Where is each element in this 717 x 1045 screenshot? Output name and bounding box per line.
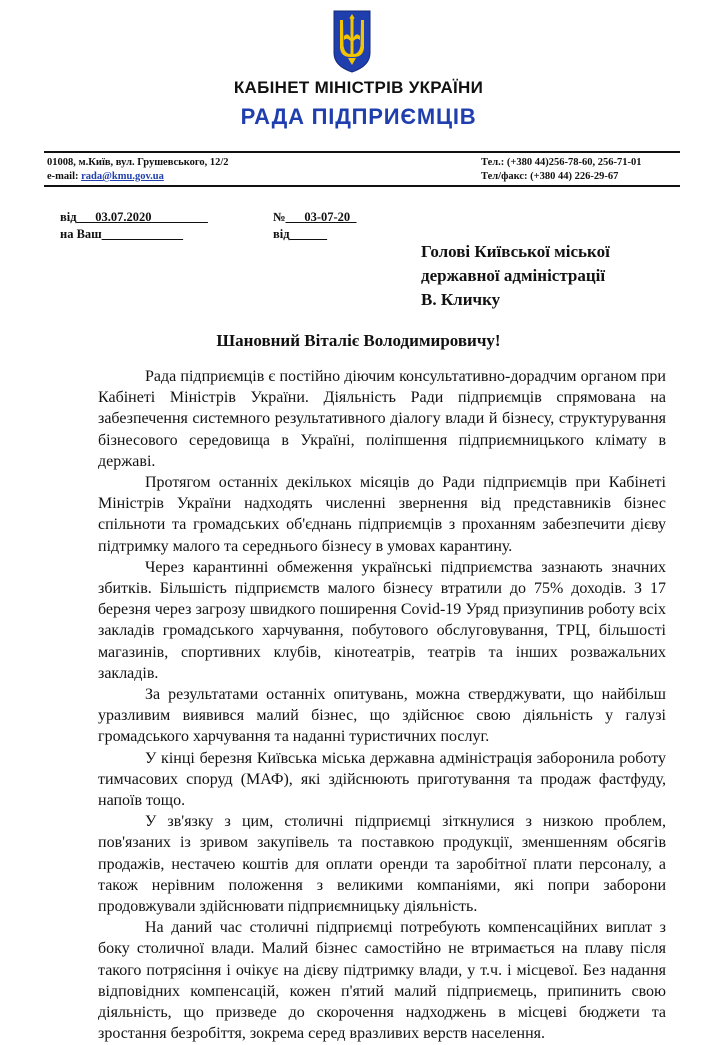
letter-body	[98, 366, 666, 1045]
contact-block-left	[47, 156, 229, 184]
your-ref-date-label: від	[273, 227, 290, 241]
date-label: від	[60, 210, 77, 224]
contact-block-right	[481, 156, 642, 184]
paragraph: Через карантинні обмеження українські підприємства зазнають значних збитків. Більшість підприємств малого бізнесу втратили до 75% доходів. З 17 березня через загрозу швидкого поширення Covid-19 Уряд призупинив роботу всіх закладів громадського харчування, побутового обслуговування, ТРЦ, більшості магазинів, спортивних клубів, кінотеатрів, театрів та інших розважальних закладів.	[98, 558, 666, 682]
paragraph: За результатами останніх опитувань, можна стверджувати, що найбільш уразливим виявився малий бізнес, що здійснює свою діяльність у галузі громадського харчування та наданні туристичних послуг.	[98, 686, 666, 746]
header-divider-bottom	[44, 185, 680, 187]
date-value: 03.07.2020	[95, 210, 152, 224]
paragraph: Рада підприємців є постійно діючим консультативно-дорадчим органом при Кабінеті Міністрів України. Діяльність Ради підприємців спрямована на забезпечення системного результативного діалогу влади й бізнесу, структурування бізнесового середовища в Україні, поліпшення підприємницького клімату в державі.	[98, 368, 666, 470]
reference-number-block: №___03-07-20_ від______	[273, 210, 357, 241]
phone-text: Тел.: (+380 44)256-78-60, 256-71-01	[481, 157, 642, 168]
address-text: 01008, м.Київ, вул. Грушевського, 12/2	[47, 157, 229, 168]
number-value: 03-07-20	[304, 210, 351, 224]
addressee-block	[421, 240, 610, 312]
email-label: e-mail:	[47, 171, 79, 182]
email-line	[47, 170, 229, 184]
paragraph: У кінці березня Київська міська державна адміністрація заборонила роботу тимчасових споруд (МАФ), які здійснюють приготування та продаж фастфуду, напоїв тощо.	[98, 749, 666, 810]
addressee-line: Голові Київської міської	[421, 242, 610, 261]
paragraph: Протягом останніх декількох місяців до Ради підприємців при Кабінеті Міністрів України надходять численні звернення від представників бізнес спільноти та громадських об'єднань підприємців з проханням забезпечити дієву підтримку малого та середнього бізнесу в умовах карантину.	[98, 474, 666, 555]
paragraph: У зв'язку з цим, столичні підприємці зіткнулися з низкою проблем, пов'язаних із зривом закупівель та поставкою продукції, зменшенням обсягів продажів, нестачею коштів для оплати оренди та заробітної плати персоналу, а також нерівним положення з великими компаніями, які попри заборони продовжували здійснювати підприємницьку діяльність.	[98, 813, 666, 916]
organization-title: КАБІНЕТ МІНІСТРІВ УКРАЇНИ	[233, 78, 484, 97]
fax-text: Тел/факс: (+380 44) 226-29-67	[481, 171, 619, 182]
number-label: №	[273, 210, 286, 224]
reference-date-block: від___03.07.2020_________ на Ваш_____________	[60, 210, 208, 241]
organization-subtitle: РАДА ПІДПРИЄМЦІВ	[240, 104, 477, 129]
header-divider-top	[44, 151, 680, 153]
email-link[interactable]: rada@kmu.gov.ua	[81, 171, 164, 182]
addressee-name: В. Кличку	[421, 290, 501, 309]
ukraine-trident-emblem-icon	[331, 8, 373, 74]
your-ref-label: на Ваш	[60, 227, 102, 241]
paragraph: На даний час столичні підприємці потребують компенсаційних виплат з боку столичної влади. Малий бізнес самостійно не втримається на плаву після такого потрясіння і очікує на дієву підтримку влади, у т.ч. і місцевої. Без надання відповідних компенсацій, кожен п'ятий малий підприємець, припинить свою діяльність, що призведе до скорочення надходжень в місцеві бюджети та зростання безробіття, зокрема серед вразливих верств населення.	[98, 919, 666, 1043]
salutation: Шановний Віталіє Володимировичу!	[216, 331, 501, 350]
addressee-line: державної адміністрації	[421, 266, 606, 285]
